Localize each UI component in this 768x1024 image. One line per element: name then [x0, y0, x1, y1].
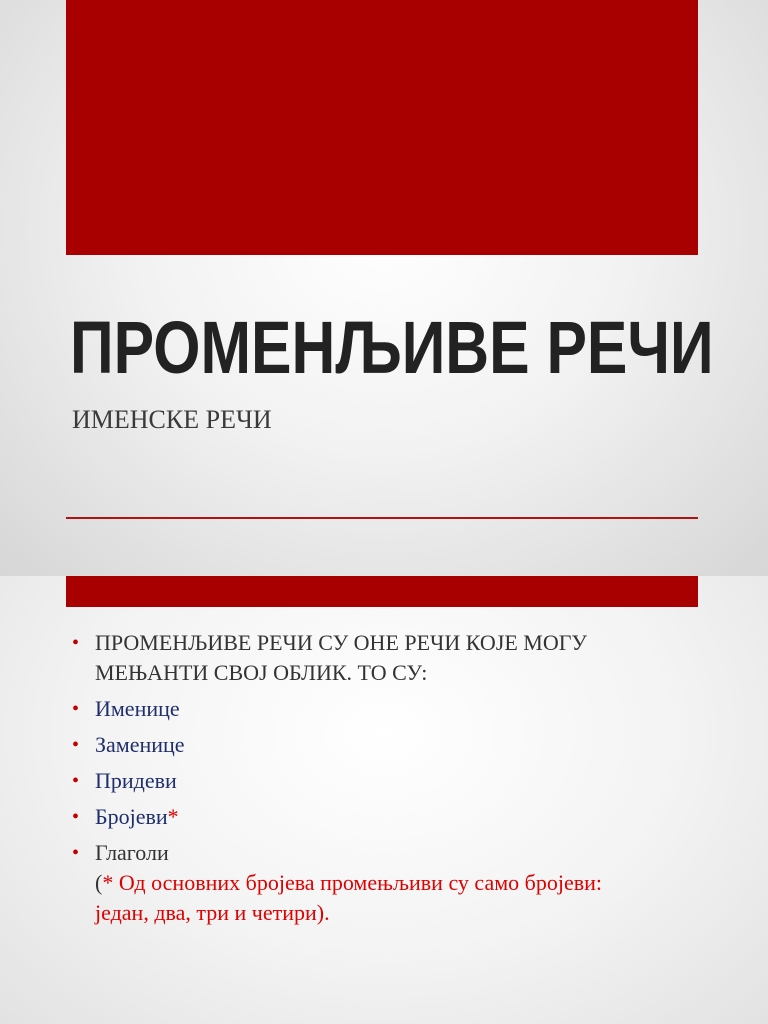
red-banner: [66, 0, 698, 255]
red-divider-line: [66, 517, 698, 519]
bullet-icon: •: [72, 734, 80, 756]
bullet-icon: •: [72, 698, 80, 720]
bullet-icon: •: [72, 842, 80, 864]
list-item-label: Именице: [95, 696, 180, 721]
asterisk-marker: *: [167, 804, 179, 829]
note-asterisk: *: [102, 870, 114, 895]
list-item: [72, 802, 712, 832]
list-item-intro: [72, 628, 712, 688]
list-item: [72, 730, 712, 760]
bullet-icon: •: [72, 806, 80, 828]
list-item: [72, 766, 712, 796]
list-item: [72, 694, 712, 724]
intro-line-2: МЕЊАНТИ СВОЈ ОБЛИК. ТО СУ:: [95, 660, 428, 685]
note-line-2: један, два, три и четири).: [95, 900, 330, 925]
bullet-icon: •: [72, 632, 80, 654]
list-item-label: Придеви: [95, 768, 177, 793]
slide-subtitle: ИМЕНСКЕ РЕЧИ: [72, 405, 272, 434]
bullet-list: [72, 628, 712, 934]
list-item-label: Заменице: [95, 732, 185, 757]
slide-title: ПРОМЕНЉИВЕ РЕЧИ: [70, 306, 714, 389]
intro-line-1: ПРОМЕНЉИВЕ РЕЧИ СУ ОНЕ РЕЧИ КОЈЕ МОГУ: [95, 630, 588, 655]
list-item-label: Бројеви: [95, 804, 168, 829]
content-slide: [0, 576, 768, 1024]
red-banner-strip: [66, 576, 698, 607]
note-open-paren: (: [95, 870, 103, 895]
bullet-icon: •: [72, 770, 80, 792]
list-item-label: Глаголи: [95, 840, 169, 865]
note-line-1: Од основних бројева промењљиви су само бројеви:: [113, 870, 602, 895]
list-item: [72, 838, 712, 928]
